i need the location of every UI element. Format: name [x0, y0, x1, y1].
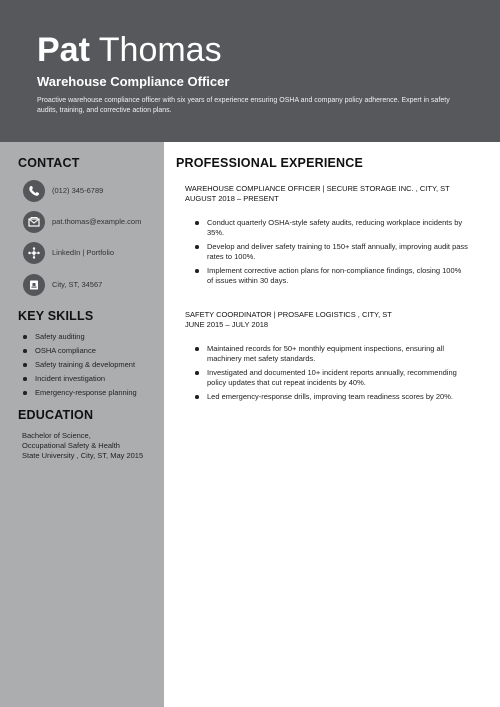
degree: Bachelor of Science, — [22, 431, 91, 440]
job-title-line: WAREHOUSE COMPLIANCE OFFICER | SECURE STORAGE INC. , CITY, ST — [185, 184, 450, 193]
job-dates: AUGUST 2018 – PRESENT — [185, 194, 279, 203]
skills-list — [22, 330, 162, 400]
contact-phone — [23, 180, 161, 202]
education-heading: EDUCATION — [18, 408, 94, 422]
list-item: Maintained records for 50+ monthly equipment inspections, ensuring all machinery met safety standards. — [193, 344, 469, 364]
field-of-study: Occupational Safety & Health — [22, 441, 120, 450]
email-icon — [23, 211, 45, 233]
last-name: Thomas — [98, 31, 222, 69]
resume-header — [0, 0, 500, 142]
email-text: pat.thomas@example.com — [52, 217, 142, 226]
skills-heading: KEY SKILLS — [18, 309, 94, 323]
list-item: Conduct quarterly OSHA-style safety audits, reducing workplace incidents by 35%. — [193, 218, 469, 238]
list-item: Incident investigation — [22, 372, 162, 386]
professional-summary: Proactive warehouse compliance officer with six years of experience ensuring OSHA and company policy adherence. Expert in safety audits, training, and corrective action plans. — [37, 97, 450, 114]
experience-heading: PROFESSIONAL EXPERIENCE — [176, 156, 364, 170]
list-item: OSHA compliance — [22, 344, 162, 358]
education-details — [22, 431, 152, 461]
links-text: LinkedIn | Portfolio — [52, 248, 114, 257]
contact-links — [23, 242, 161, 264]
location-text: City, ST, 34567 — [52, 280, 103, 289]
job-entry — [185, 310, 475, 406]
list-item: Safety training & development — [22, 358, 162, 372]
job-title: Warehouse Compliance Officer — [37, 74, 230, 89]
contact-heading: CONTACT — [18, 156, 80, 170]
first-name: Pat — [37, 31, 90, 69]
job-entry — [185, 184, 475, 290]
phone-icon — [23, 180, 45, 202]
job-bullets — [193, 344, 469, 402]
contact-email — [23, 211, 161, 233]
job-title-line: SAFETY COORDINATOR | PROSAFE LOGISTICS , CITY, ST — [185, 310, 392, 319]
list-item: Led emergency-response drills, improving team readiness scores by 20%. — [193, 392, 469, 402]
contact-location — [23, 274, 161, 296]
job-dates: JUNE 2015 – JULY 2018 — [185, 320, 269, 329]
list-item: Develop and deliver safety training to 150+ staff annually, improving audit pass rates to 100%. — [193, 242, 469, 262]
list-item: Emergency-response planning — [22, 386, 162, 400]
list-item: Safety auditing — [22, 330, 162, 344]
phone-text: (012) 345-6789 — [52, 186, 104, 195]
list-item: Investigated and documented 10+ incident reports annually, recommending policy updates that cut repeat incidents by 40%. — [193, 368, 469, 388]
list-item: Implement corrective action plans for non-compliance findings, closing 100% of issues within 30 days. — [193, 266, 469, 286]
network-icon — [23, 242, 45, 264]
location-icon — [23, 274, 45, 296]
school: State University , City, ST, May 2015 — [22, 451, 144, 460]
job-bullets — [193, 218, 469, 286]
candidate-name — [37, 30, 222, 70]
